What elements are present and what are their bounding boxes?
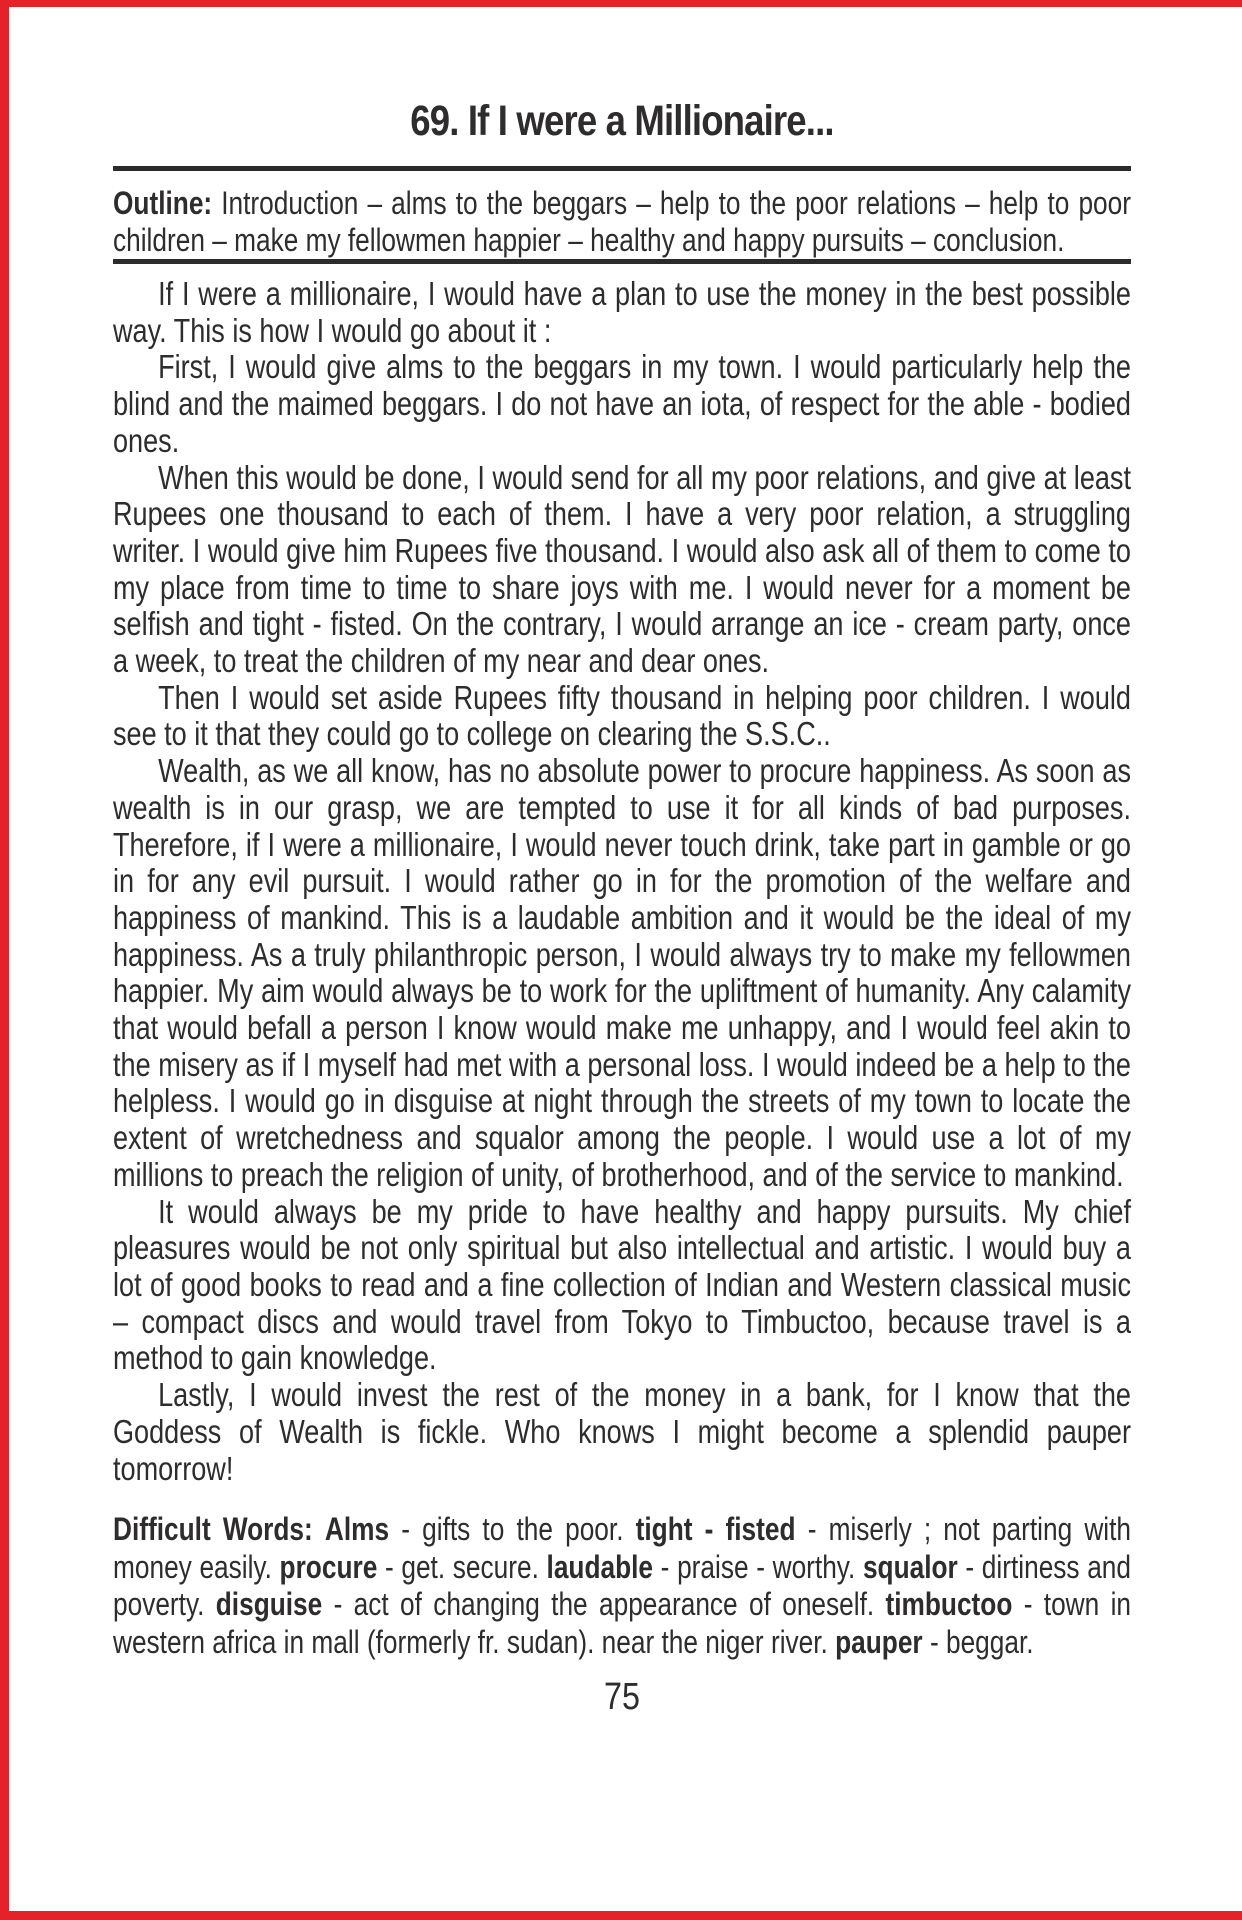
difficult-words-section bbox=[113, 1511, 1131, 1661]
outline-section bbox=[113, 185, 1131, 259]
difficult-word-term: pauper bbox=[835, 1623, 923, 1660]
red-page-edge-left bbox=[0, 0, 9, 1920]
difficult-word-term: squalor bbox=[862, 1548, 958, 1585]
difficult-word-term: procure bbox=[279, 1548, 378, 1585]
essay-body bbox=[113, 276, 1131, 1487]
essay-paragraph: When this would be done, I would send for all my poor relations, and give at least Rupees one thousand to each of them. I have a very poor relation, a struggling writer. I would give him Rupees five thousand. I would also ask all of them to come to my place from time to time to share joys with me. I would never for a moment be selfish and tight - fisted. On the contrary, I would arrange an ice - cream party, once a week, to treat the children of my near and dear ones. bbox=[113, 458, 1131, 680]
outline-divider-rule bbox=[113, 259, 1131, 264]
difficult-words-label: Difficult Words: bbox=[113, 1511, 313, 1548]
outline-text: Introduction – alms to the beggars – help to the poor relations – help to poor children – make my fellowmen happier – healthy and happy pursuits – conclusion. bbox=[113, 185, 1132, 258]
page-number: 75 bbox=[604, 1676, 640, 1719]
outline-paragraph bbox=[113, 185, 1131, 259]
essay-title: 69. If I were a Millionaire... bbox=[410, 97, 834, 145]
difficult-word-term: Alms bbox=[324, 1511, 390, 1548]
essay-paragraph: It would always be my pride to have healthy and happy pursuits. My chief pleasures would be not only spiritual but also intellectual and artistic. I would buy a lot of good books to read and a fine collection of Indian and Western classical music – compact discs and would travel from Tokyo to Timbuctoo, because travel is a method to gain knowledge. bbox=[113, 1192, 1131, 1377]
essay-paragraph: Then I would set aside Rupees fifty thousand in helping poor children. I would see to it that they could go to college on clearing the S.S.C.. bbox=[113, 678, 1131, 753]
essay-paragraph: Wealth, as we all know, has no absolute power to procure happiness. As soon as wealth is in our grasp, we are tempted to use it for all kinds of bad purposes. Therefore, if I were a millionaire, I would never touch drink, take part in gamble or go in for any evil pursuit. I would rather go in for the promotion of the welfare and happiness of mankind. This is a laudable ambition and it would be the ideal of my happiness. As a truly philanthropic person, I would always try to make my fellowmen happier. My aim would always be to work for the upliftment of humanity. Any calamity that would befall a person I know would make me unhappy, and I would feel akin to the misery as if I myself had met with a personal loss. I would indeed be a help to the helpless. I would go in disguise at night through the streets of my town to locate the extent of wretchedness and squalor among the people. I would use a lot of my millions to preach the religion of unity, of brotherhood, and of the service to mankind. bbox=[113, 752, 1131, 1193]
difficult-word-term: disguise bbox=[215, 1586, 323, 1623]
essay-paragraph: First, I would give alms to the beggars in my town. I would particularly help the blind and the maimed beggars. I do not have an iota, of respect for the able - bodied ones. bbox=[113, 348, 1131, 459]
difficult-word-term: timbuctoo bbox=[885, 1586, 1013, 1623]
essay-paragraph: Lastly, I would invest the rest of the money in a bank, for I know that the Goddess of Wealth is fickle. Who knows I might become a splendid pauper tomorrow! bbox=[113, 1376, 1131, 1487]
title-divider-rule bbox=[113, 166, 1131, 171]
difficult-word-term: laudable bbox=[546, 1548, 654, 1585]
difficult-words-paragraph: Difficult Words: Alms - gifts to the poor. tight - fisted - miserly ; not parting with money easily. procure - get. secure. laudable - praise - worthy. squalor - dirtiness and poverty. disguise - act of changing the appearance of oneself. timbuctoo - town in western africa in mall (formerly fr. sudan). near the niger river. pauper - beggar. bbox=[113, 1511, 1132, 1660]
outline-label: Outline: bbox=[113, 185, 213, 221]
essay-paragraph: If I were a millionaire, I would have a plan to use the money in the best possible way. This is how I would go about it : bbox=[113, 275, 1131, 349]
red-page-edge-bottom bbox=[0, 1911, 1242, 1920]
page-content bbox=[113, 0, 1131, 1717]
difficult-word-term: tight - fisted bbox=[635, 1511, 796, 1548]
